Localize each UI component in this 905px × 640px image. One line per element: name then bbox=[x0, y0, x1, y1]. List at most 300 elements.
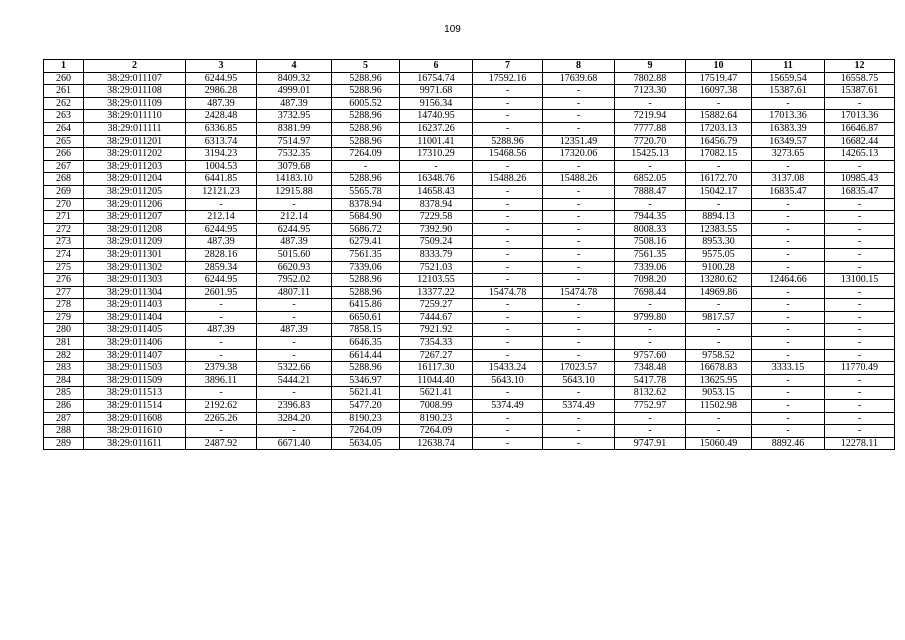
table-row bbox=[44, 299, 895, 312]
table-cell: 38:29:011301 bbox=[84, 248, 186, 261]
table-cell: 38:29:011207 bbox=[84, 211, 186, 224]
table-cell: 7532.35 bbox=[257, 148, 332, 161]
table-cell: 38:29:011302 bbox=[84, 261, 186, 274]
table-cell: 15474.78 bbox=[473, 286, 543, 299]
table-cell: - bbox=[473, 311, 543, 324]
table-cell: 17519.47 bbox=[686, 72, 752, 85]
table-cell: 6650.61 bbox=[332, 311, 400, 324]
table-cell: 487.39 bbox=[257, 236, 332, 249]
table-cell: 2859.34 bbox=[186, 261, 257, 274]
table-cell: 38:29:011111 bbox=[84, 122, 186, 135]
table-cell: 3732.95 bbox=[257, 110, 332, 123]
table-cell: 7561.35 bbox=[615, 248, 686, 261]
table-row bbox=[44, 274, 895, 287]
table-cell: 2428.48 bbox=[186, 110, 257, 123]
table-cell: 285 bbox=[44, 387, 84, 400]
table-cell: - bbox=[752, 400, 825, 413]
table-cell: 15060.49 bbox=[686, 437, 752, 450]
column-header: 12 bbox=[825, 60, 895, 73]
table-cell: 7264.09 bbox=[332, 148, 400, 161]
table-cell: 8190.23 bbox=[332, 412, 400, 425]
table-row bbox=[44, 425, 895, 438]
table-cell: 3896.11 bbox=[186, 374, 257, 387]
table-cell: - bbox=[543, 110, 615, 123]
table-cell: 12383.55 bbox=[686, 223, 752, 236]
table-cell: - bbox=[752, 248, 825, 261]
table-cell: 16237.26 bbox=[400, 122, 473, 135]
table-cell: - bbox=[543, 223, 615, 236]
table-cell: 9817.57 bbox=[686, 311, 752, 324]
table-cell: 16117.30 bbox=[400, 362, 473, 375]
table-cell: 16646.87 bbox=[825, 122, 895, 135]
table-cell: - bbox=[543, 349, 615, 362]
table-cell: 15387.61 bbox=[752, 85, 825, 98]
table-cell: - bbox=[686, 97, 752, 110]
table-cell: - bbox=[752, 160, 825, 173]
table-cell: 7777.88 bbox=[615, 122, 686, 135]
table-cell: 12121.23 bbox=[186, 185, 257, 198]
table-cell: 17082.15 bbox=[686, 148, 752, 161]
table-cell: 16383.39 bbox=[752, 122, 825, 135]
table-cell: 5621.41 bbox=[332, 387, 400, 400]
table-cell: 6671.40 bbox=[257, 437, 332, 450]
table-cell: 6244.95 bbox=[186, 274, 257, 287]
table-cell: - bbox=[473, 437, 543, 450]
table-cell: 7392.90 bbox=[400, 223, 473, 236]
table-cell: 282 bbox=[44, 349, 84, 362]
table-cell: 3194.23 bbox=[186, 148, 257, 161]
table-cell: 38:29:011110 bbox=[84, 110, 186, 123]
table-cell: - bbox=[543, 437, 615, 450]
table-cell: 16682.44 bbox=[825, 135, 895, 148]
table-cell: 7339.06 bbox=[332, 261, 400, 274]
table-cell: 38:29:011303 bbox=[84, 274, 186, 287]
table-cell: 266 bbox=[44, 148, 84, 161]
table-cell: - bbox=[615, 97, 686, 110]
table-cell: 16754.74 bbox=[400, 72, 473, 85]
table-cell: - bbox=[825, 311, 895, 324]
table-cell: 6614.44 bbox=[332, 349, 400, 362]
table-cell: - bbox=[543, 236, 615, 249]
table-cell: 9758.52 bbox=[686, 349, 752, 362]
table-cell: 262 bbox=[44, 97, 84, 110]
table-cell: 38:29:011205 bbox=[84, 185, 186, 198]
column-header: 5 bbox=[332, 60, 400, 73]
table-cell: 7858.15 bbox=[332, 324, 400, 337]
table-cell: 274 bbox=[44, 248, 84, 261]
table-cell: 7952.02 bbox=[257, 274, 332, 287]
table-cell: 11502.98 bbox=[686, 400, 752, 413]
table-cell: 13377.22 bbox=[400, 286, 473, 299]
table-cell: - bbox=[473, 97, 543, 110]
table-cell: 4807.11 bbox=[257, 286, 332, 299]
table-cell: 487.39 bbox=[257, 324, 332, 337]
table-cell: 5684.90 bbox=[332, 211, 400, 224]
table-cell: - bbox=[752, 286, 825, 299]
table-cell: - bbox=[615, 160, 686, 173]
table-cell: 17023.57 bbox=[543, 362, 615, 375]
table-cell: 15882.64 bbox=[686, 110, 752, 123]
table-cell: 38:29:011203 bbox=[84, 160, 186, 173]
table-cell: 16835.47 bbox=[752, 185, 825, 198]
table-cell: - bbox=[257, 425, 332, 438]
table-cell: 17203.13 bbox=[686, 122, 752, 135]
table-cell: - bbox=[825, 349, 895, 362]
table-cell: - bbox=[473, 337, 543, 350]
table-row bbox=[44, 211, 895, 224]
table-cell: 4999.01 bbox=[257, 85, 332, 98]
table-cell: - bbox=[752, 311, 825, 324]
table-row bbox=[44, 135, 895, 148]
table-row bbox=[44, 362, 895, 375]
table-cell: 15468.56 bbox=[473, 148, 543, 161]
table-row bbox=[44, 185, 895, 198]
table-cell: 275 bbox=[44, 261, 84, 274]
table-row bbox=[44, 198, 895, 211]
table-cell: - bbox=[825, 324, 895, 337]
column-header: 6 bbox=[400, 60, 473, 73]
table-cell: - bbox=[825, 248, 895, 261]
table-cell: 14658.43 bbox=[400, 185, 473, 198]
table-cell: 7888.47 bbox=[615, 185, 686, 198]
table-cell: 7514.97 bbox=[257, 135, 332, 148]
table-cell: - bbox=[473, 349, 543, 362]
table-cell: 268 bbox=[44, 173, 84, 186]
table-cell: 38:29:011201 bbox=[84, 135, 186, 148]
table-cell: 16348.76 bbox=[400, 173, 473, 186]
table-cell: - bbox=[543, 311, 615, 324]
table-cell: 487.39 bbox=[186, 97, 257, 110]
table-cell: 5288.96 bbox=[473, 135, 543, 148]
table-cell: 276 bbox=[44, 274, 84, 287]
table-cell: 38:29:011513 bbox=[84, 387, 186, 400]
table-cell: 15387.61 bbox=[825, 85, 895, 98]
table-cell: 260 bbox=[44, 72, 84, 85]
table-cell: 7802.88 bbox=[615, 72, 686, 85]
table-cell: 7264.09 bbox=[332, 425, 400, 438]
table-body bbox=[44, 72, 895, 450]
table-cell: 14183.10 bbox=[257, 173, 332, 186]
table-cell: 272 bbox=[44, 223, 84, 236]
table-cell: - bbox=[473, 274, 543, 287]
data-table bbox=[43, 59, 895, 450]
table-cell: 8378.94 bbox=[332, 198, 400, 211]
table-row bbox=[44, 311, 895, 324]
table-cell: - bbox=[473, 223, 543, 236]
table-cell: 6415.86 bbox=[332, 299, 400, 312]
table-cell: - bbox=[543, 261, 615, 274]
table-cell: 16835.47 bbox=[825, 185, 895, 198]
table-cell: 16172.70 bbox=[686, 173, 752, 186]
table-cell: - bbox=[686, 299, 752, 312]
table-cell: 5374.49 bbox=[473, 400, 543, 413]
table-cell: - bbox=[473, 110, 543, 123]
table-cell: 12351.49 bbox=[543, 135, 615, 148]
table-cell: 265 bbox=[44, 135, 84, 148]
table-cell: 11044.40 bbox=[400, 374, 473, 387]
table-row bbox=[44, 236, 895, 249]
table-cell: 281 bbox=[44, 337, 84, 350]
table-cell: - bbox=[686, 337, 752, 350]
table-cell: 263 bbox=[44, 110, 84, 123]
table-cell: 5288.96 bbox=[332, 274, 400, 287]
table-cell: - bbox=[473, 248, 543, 261]
table-row bbox=[44, 374, 895, 387]
table-cell: 7259.27 bbox=[400, 299, 473, 312]
table-cell: - bbox=[752, 412, 825, 425]
table-row bbox=[44, 72, 895, 85]
table-cell: - bbox=[186, 387, 257, 400]
table-cell: 279 bbox=[44, 311, 84, 324]
table-cell: 5288.96 bbox=[332, 72, 400, 85]
column-header: 11 bbox=[752, 60, 825, 73]
table-cell: - bbox=[543, 198, 615, 211]
table-cell: - bbox=[615, 299, 686, 312]
table-cell: - bbox=[752, 337, 825, 350]
table-cell: 7944.35 bbox=[615, 211, 686, 224]
table-cell: 3273.65 bbox=[752, 148, 825, 161]
table-cell: - bbox=[686, 425, 752, 438]
table-row bbox=[44, 173, 895, 186]
table-cell: - bbox=[473, 412, 543, 425]
table-cell: 7508.16 bbox=[615, 236, 686, 249]
table-row bbox=[44, 122, 895, 135]
table-cell: 3284.20 bbox=[257, 412, 332, 425]
table-cell: - bbox=[825, 160, 895, 173]
table-cell: 261 bbox=[44, 85, 84, 98]
table-cell: 15488.26 bbox=[543, 173, 615, 186]
column-header: 2 bbox=[84, 60, 186, 73]
table-cell: 6244.95 bbox=[186, 72, 257, 85]
table-cell: 5288.96 bbox=[332, 173, 400, 186]
table-cell: 15433.24 bbox=[473, 362, 543, 375]
table-cell: 15042.17 bbox=[686, 185, 752, 198]
table-cell: 38:29:011208 bbox=[84, 223, 186, 236]
table-cell: - bbox=[752, 374, 825, 387]
table-cell: 8953.30 bbox=[686, 236, 752, 249]
table-cell: - bbox=[543, 185, 615, 198]
table-cell: - bbox=[473, 185, 543, 198]
table-cell: 2396.83 bbox=[257, 400, 332, 413]
table-cell: - bbox=[473, 261, 543, 274]
table-row bbox=[44, 412, 895, 425]
table-cell: 6005.52 bbox=[332, 97, 400, 110]
table-cell: 3137.08 bbox=[752, 173, 825, 186]
table-cell: 6336.85 bbox=[186, 122, 257, 135]
table-cell: - bbox=[543, 97, 615, 110]
table-cell: 487.39 bbox=[257, 97, 332, 110]
table-row bbox=[44, 337, 895, 350]
table-row bbox=[44, 85, 895, 98]
table-cell: 38:29:011403 bbox=[84, 299, 186, 312]
table-cell: 2379.38 bbox=[186, 362, 257, 375]
table-cell: - bbox=[473, 324, 543, 337]
table-cell: 6646.35 bbox=[332, 337, 400, 350]
table-cell: - bbox=[686, 160, 752, 173]
table-cell: 289 bbox=[44, 437, 84, 450]
table-cell: - bbox=[186, 299, 257, 312]
table-cell: - bbox=[825, 374, 895, 387]
table-cell: 5288.96 bbox=[332, 122, 400, 135]
column-header: 7 bbox=[473, 60, 543, 73]
table-cell: - bbox=[752, 349, 825, 362]
table-cell: 17592.16 bbox=[473, 72, 543, 85]
table-cell: 283 bbox=[44, 362, 84, 375]
table-cell: 267 bbox=[44, 160, 84, 173]
table-cell: - bbox=[257, 387, 332, 400]
table-cell: 38:29:011509 bbox=[84, 374, 186, 387]
table-cell: 2192.62 bbox=[186, 400, 257, 413]
table-cell: 38:29:011407 bbox=[84, 349, 186, 362]
table-cell: 12638.74 bbox=[400, 437, 473, 450]
table-cell: - bbox=[825, 337, 895, 350]
table-cell: 212.14 bbox=[257, 211, 332, 224]
page-number: 109 bbox=[444, 24, 461, 35]
table-cell: 13625.95 bbox=[686, 374, 752, 387]
table-cell: 7229.58 bbox=[400, 211, 473, 224]
table-cell: 9053.15 bbox=[686, 387, 752, 400]
table-cell: 15488.26 bbox=[473, 173, 543, 186]
table-cell: 5621.41 bbox=[400, 387, 473, 400]
table-cell: 280 bbox=[44, 324, 84, 337]
table-cell: - bbox=[186, 425, 257, 438]
table-cell: 38:29:011204 bbox=[84, 173, 186, 186]
table-cell: 288 bbox=[44, 425, 84, 438]
table-cell: 6852.05 bbox=[615, 173, 686, 186]
table-cell: 6441.85 bbox=[186, 173, 257, 186]
table-cell: 38:29:011608 bbox=[84, 412, 186, 425]
table-header-row bbox=[44, 60, 895, 73]
table-cell: - bbox=[257, 349, 332, 362]
table-cell: - bbox=[615, 324, 686, 337]
table-cell: - bbox=[186, 198, 257, 211]
table-cell: 277 bbox=[44, 286, 84, 299]
table-cell: 14740.95 bbox=[400, 110, 473, 123]
table-cell: 7521.03 bbox=[400, 261, 473, 274]
table-cell: - bbox=[186, 311, 257, 324]
table-cell: 13280.62 bbox=[686, 274, 752, 287]
table-row bbox=[44, 110, 895, 123]
table-cell: 7264.09 bbox=[400, 425, 473, 438]
table-cell: 38:29:011107 bbox=[84, 72, 186, 85]
table-cell: - bbox=[543, 387, 615, 400]
table-cell: 8378.94 bbox=[400, 198, 473, 211]
table-cell: 3333.15 bbox=[752, 362, 825, 375]
table-cell: 13100.15 bbox=[825, 274, 895, 287]
table-cell: 8132.62 bbox=[615, 387, 686, 400]
table-cell: 15425.13 bbox=[615, 148, 686, 161]
table-cell: 5346.97 bbox=[332, 374, 400, 387]
table-cell: 212.14 bbox=[186, 211, 257, 224]
table-cell: 38:29:011610 bbox=[84, 425, 186, 438]
table-row bbox=[44, 97, 895, 110]
table-cell: - bbox=[615, 337, 686, 350]
column-header: 9 bbox=[615, 60, 686, 73]
table-cell: 6244.95 bbox=[257, 223, 332, 236]
table-cell: 38:29:011202 bbox=[84, 148, 186, 161]
table-cell: - bbox=[543, 337, 615, 350]
table-cell: 264 bbox=[44, 122, 84, 135]
table-cell: 487.39 bbox=[186, 324, 257, 337]
table-cell: - bbox=[543, 274, 615, 287]
table-cell: 8892.46 bbox=[752, 437, 825, 450]
column-header: 3 bbox=[186, 60, 257, 73]
table-cell: - bbox=[473, 236, 543, 249]
table-cell: - bbox=[332, 160, 400, 173]
table-cell: 271 bbox=[44, 211, 84, 224]
table-cell: - bbox=[473, 211, 543, 224]
table-cell: 9575.05 bbox=[686, 248, 752, 261]
table-cell: 16456.79 bbox=[686, 135, 752, 148]
table-cell: 8008.33 bbox=[615, 223, 686, 236]
table-cell: - bbox=[825, 387, 895, 400]
table-cell: - bbox=[543, 85, 615, 98]
table-cell: 8381.99 bbox=[257, 122, 332, 135]
table-cell: - bbox=[615, 412, 686, 425]
table-cell: 6244.95 bbox=[186, 223, 257, 236]
column-header: 10 bbox=[686, 60, 752, 73]
table-cell: 8190.23 bbox=[400, 412, 473, 425]
table-cell: 38:29:011109 bbox=[84, 97, 186, 110]
table-cell: 9156.34 bbox=[400, 97, 473, 110]
table-cell: - bbox=[186, 349, 257, 362]
table-cell: 7720.70 bbox=[615, 135, 686, 148]
table-cell: 2828.16 bbox=[186, 248, 257, 261]
table-cell: - bbox=[400, 160, 473, 173]
table-cell: - bbox=[257, 311, 332, 324]
table-cell: 9971.68 bbox=[400, 85, 473, 98]
table-cell: 5686.72 bbox=[332, 223, 400, 236]
table-cell: 8333.79 bbox=[400, 248, 473, 261]
table-cell: - bbox=[543, 160, 615, 173]
table-cell: - bbox=[473, 85, 543, 98]
table-row bbox=[44, 437, 895, 450]
table-cell: 7348.48 bbox=[615, 362, 686, 375]
table-cell: 6279.41 bbox=[332, 236, 400, 249]
table-cell: - bbox=[825, 198, 895, 211]
table-cell: - bbox=[825, 400, 895, 413]
table-cell: 5322.66 bbox=[257, 362, 332, 375]
table-cell: 16097.38 bbox=[686, 85, 752, 98]
table-cell: 7354.33 bbox=[400, 337, 473, 350]
table-cell: - bbox=[825, 261, 895, 274]
table-cell: 12915.88 bbox=[257, 185, 332, 198]
table-cell: 6620.93 bbox=[257, 261, 332, 274]
table-cell: 5565.78 bbox=[332, 185, 400, 198]
table-cell: - bbox=[686, 412, 752, 425]
table-cell: 9100.28 bbox=[686, 261, 752, 274]
table-cell: - bbox=[473, 387, 543, 400]
table-cell: 7339.06 bbox=[615, 261, 686, 274]
table-cell: 286 bbox=[44, 400, 84, 413]
table-cell: 7123.30 bbox=[615, 85, 686, 98]
table-cell: 38:29:011514 bbox=[84, 400, 186, 413]
table-cell: 7008.99 bbox=[400, 400, 473, 413]
table-cell: 12464.66 bbox=[752, 274, 825, 287]
table-cell: 8409.32 bbox=[257, 72, 332, 85]
table-cell: - bbox=[825, 211, 895, 224]
table-cell: 11001.41 bbox=[400, 135, 473, 148]
table-cell: - bbox=[257, 337, 332, 350]
table-cell: 7098.20 bbox=[615, 274, 686, 287]
table-cell: 2601.95 bbox=[186, 286, 257, 299]
table-cell: 38:29:011405 bbox=[84, 324, 186, 337]
table-cell: 5288.96 bbox=[332, 85, 400, 98]
table-cell: - bbox=[825, 299, 895, 312]
table-cell: 17013.36 bbox=[752, 110, 825, 123]
table-cell: 16558.75 bbox=[825, 72, 895, 85]
table-cell: 7698.44 bbox=[615, 286, 686, 299]
